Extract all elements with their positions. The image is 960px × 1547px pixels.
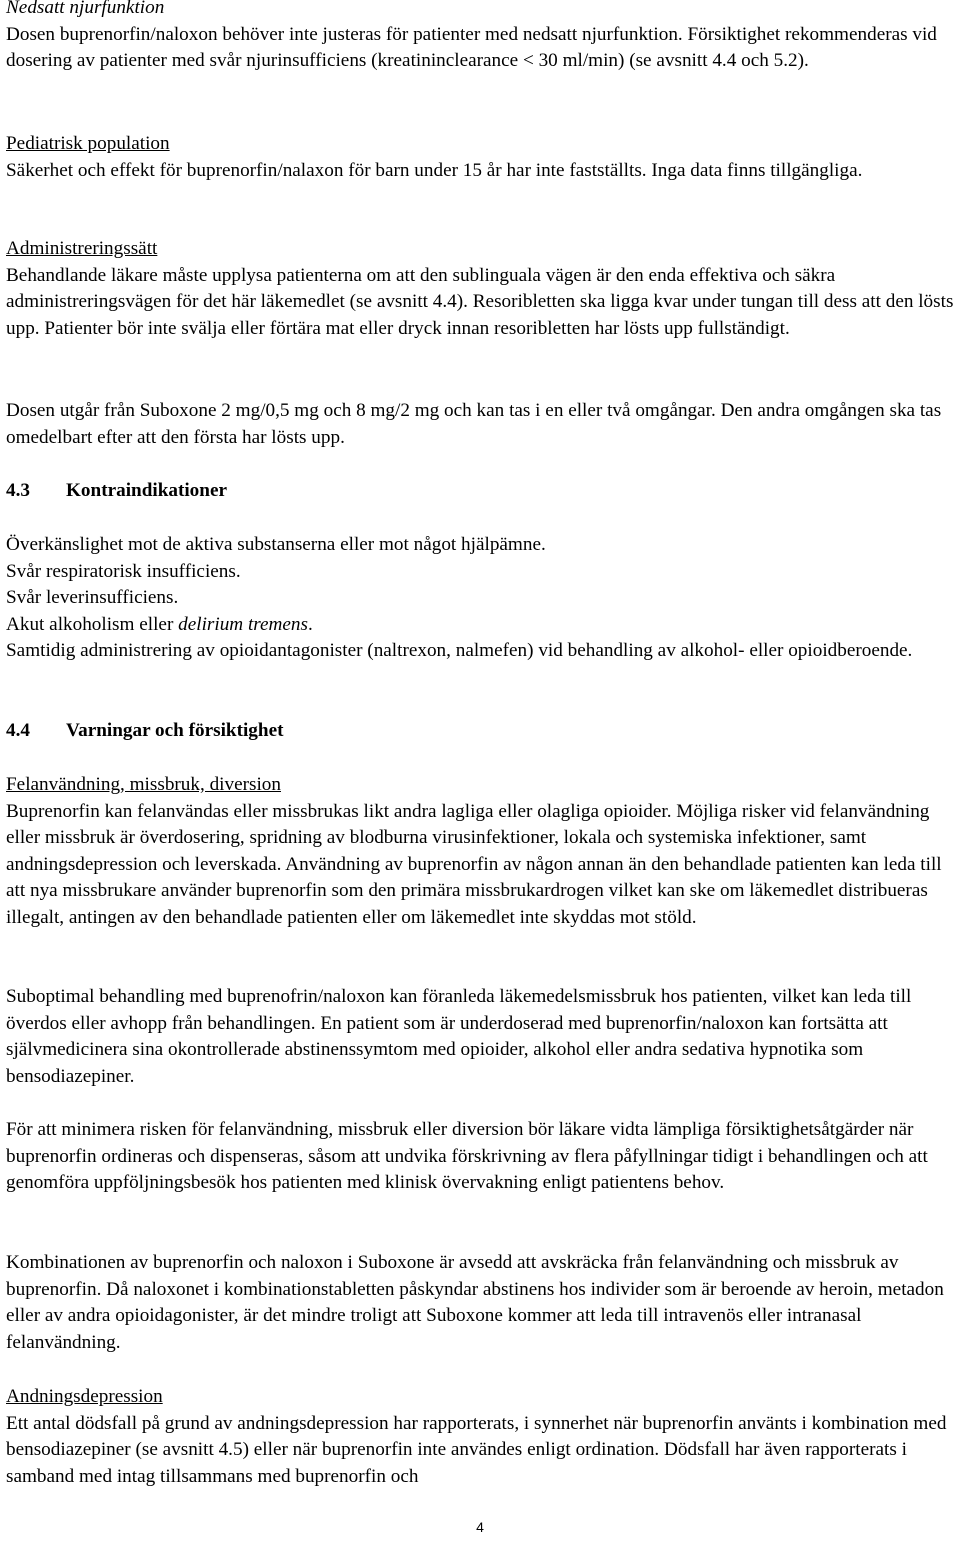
contraindication-item: Svår leverinsufficiens. [6,587,179,608]
administration-heading: Administreringssätt [6,238,158,259]
warnings-heading [6,718,960,745]
contraindication-item: Samtidig administrering av opioidantagonister (naltrexon, nalmefen) vid behandling av alkohol- eller opioidberoende. [6,640,913,661]
administration-paragraph-2: Dosen utgår från Suboxone 2 mg/0,5 mg och 8 mg/2 mg och kan tas i en eller två omgångar. Den andra omgången ska tas omedelbart efter att den första har lösts upp. [6,400,942,448]
contraindications-list [6,532,960,665]
section-number: 4.3 [6,480,30,501]
delirium-tremens-term: delirium tremens [178,613,308,635]
contraindication-text: Akut alkoholism eller [6,613,179,635]
misuse-paragraph-3: För att minimera risken för felanvändning, missbruk eller diversion bör läkare vidta lämpliga försiktighetsåtgärder när buprenorfin ordineras och dispenseras, såsom att undvika förskrivning av flera påfyllningar tidigt i behandlingen och att genomföra uppföljningsbesök hos patienten med klinisk övervakning enligt patientens behov. [6,1119,928,1193]
respiratory-section [6,1384,960,1490]
respiratory-paragraph: Ett antal dödsfall på grund av andningsdepression har rapporterats, i synnerhet när buprenorfin använts i kombination med bensodiazepiner (se avsnitt 4.5) eller när buprenorfin inte användes enligt ordination. Dödsfall har även rapporterats i samband med intag tillsammans med buprenorfin och [6,1412,947,1487]
contraindications-heading [6,478,960,505]
section-title: Varningar och försiktighet [66,720,284,741]
misuse-paragraph-1: Buprenorfin kan felanvändas eller missbrukas likt andra lagliga eller olagliga opioider. Möjliga risker vid felanvändning eller missbruk är överdosering, spridning av blodburna virusinfektioner, lokala och systemiska infektioner, samt andningsdepression och leverskada. Användning av buprenorfin av någon annan än den behandlade patienten kan leda till att nya missbrukare använder buprenorfin som den primära missbrukardrogen vilket kan ske om läkemedlet distribueras illegalt, antingen av den behandlade patienten eller om läkemedlet inte skyddas mot stöld. [6,800,942,928]
administration-paragraph-1: Behandlande läkare måste upplysa patienterna om att den sublinguala vägen är den enda effektiva och säkra administreringsvägen för det här läkemedlet (se avsnitt 4.4). Resoribletten ska ligga kvar under tungan till dess att den lösts upp. Patienter bör inte svälja eller förtära mat eller dryck innan resoribletten har lösts upp fullständigt. [6,264,954,339]
contraindication-item [6,612,960,639]
respiratory-heading: Andningsdepression [6,1386,163,1407]
renal-section [6,0,960,75]
renal-text: Dosen buprenorfin/naloxon behöver inte justeras för patienter med nedsatt njurfunktion. Försiktighet rekommenderas vid dosering av patienter med svår njurinsufficiens (kreatininclearance < 30 ml/min) (se avsnitt 4.4 och 5.2). [6,23,937,71]
contraindication-item: Svår respiratorisk insufficiens. [6,560,241,582]
section-title: Kontraindikationer [66,480,227,501]
administration-section [6,236,960,342]
pediatric-text: Säkerhet och effekt för buprenorfin/nalaxon för barn under 15 år har inte fastställts. Inga data finns tillgängliga. [6,159,863,181]
pediatric-section [6,131,960,184]
section-number: 4.4 [6,720,30,741]
contraindication-item: Överkänslighet mot de aktiva substanserna eller mot något hjälpämne. [6,534,546,555]
page-number: 4 [476,1519,484,1535]
misuse-paragraph-4: Kombinationen av buprenorfin och naloxon i Suboxone är avsedd att avskräcka från felanvändning och missbruk av buprenorfin. Då naloxonet i kombinationstabletten påskyndar abstinens hos individer som är beroende av heroin, metadon eller av andra opioidagonister, är det mindre troligt att Suboxone kommer att leda till intravenös eller intranasal felanvändning. [6,1252,944,1353]
contraindication-text: . [308,613,313,635]
misuse-section [6,772,960,931]
misuse-heading: Felanvändning, missbruk, diversion [6,774,281,795]
renal-heading: Nedsatt njurfunktion [6,0,165,18]
misuse-paragraph-2: Suboptimal behandling med buprenofrin/naloxon kan föranleda läkemedelsmissbruk hos patienten, vilket kan leda till överdos eller avhopp från behandlingen. En patient som är underdoserad med buprenorfin/naloxon kan fortsätta att självmedicinera sina okontrollerade abstinenssymtom med opioider, alkohol eller andra sedativa hypnotika som bensodiazepiner. [6,986,912,1087]
pediatric-heading: Pediatrisk population [6,133,170,154]
